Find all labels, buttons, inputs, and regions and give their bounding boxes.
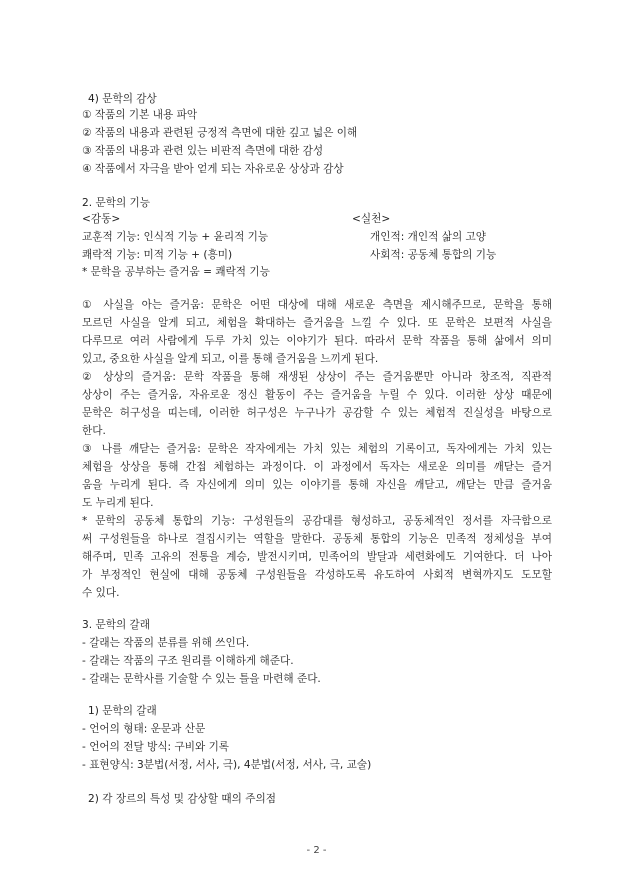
list-item: - 언어의 형태: 운문과 산문 [82, 723, 206, 735]
paragraph-line: 써 구성원들을 하나로 결집시키는 역할을 말한다. 공동체 통합의 기능은 민족적 정체성을 부여 [82, 533, 552, 545]
list-item: ④ 작품에서 자극을 받아 얻게 되는 자유로운 상상과 감상 [82, 163, 344, 175]
function-right-item: 사회적: 공동체 통합의 기능 [370, 249, 497, 261]
paragraph-line: 모르던 사실을 알게 되고, 체험을 확대하는 즐거움을 느낄 수 있다. 또 문학은 보편적 사실을 [82, 317, 552, 329]
page-number: - 2 - [306, 845, 327, 856]
paragraph-line: 있고, 중요한 사실을 알게 되고, 이를 통해 즐거움을 느끼게 된다. [82, 353, 379, 365]
list-item: ② 작품의 내용과 관련된 긍정적 측면에 대한 깊고 넓은 이해 [82, 127, 358, 139]
function-left-item: 교훈적 기능: 인식적 기능 + 윤리적 기능 [82, 231, 269, 243]
paragraph-line: 도 누리게 된다. [82, 497, 154, 509]
function-right-item: 개인적: 개인적 삶의 고양 [370, 231, 487, 243]
paragraph-line: * 문학의 공동체 통합의 기능: 구성원들의 공감대를 형성하고, 공동체적인 정서를 자극함으로 [82, 515, 552, 527]
function-note: * 문학을 공부하는 즐거움 = 쾌락적 기능 [82, 266, 270, 278]
list-item: ① 작품의 기본 내용 파악 [82, 109, 198, 121]
paragraph-line: 체험을 상상을 통해 간접 체험하는 과정이다. 이 과정에서 독자는 새로운 의미를 깨닫는 즐거 [82, 461, 552, 473]
subsection-1-title: 1) 문학의 갈래 [88, 705, 157, 717]
paragraph-line: 한다. [82, 425, 106, 437]
subsection-2-title: 2) 각 장르의 특성 및 감상할 때의 주의점 [88, 793, 276, 805]
paragraph-line: ③ 나를 깨닫는 즐거움: 문학은 작자에게는 가치 있는 체험의 기록이고, 독자에게는 가치 있는 [82, 443, 552, 455]
function-right-header: <실천> [352, 213, 391, 225]
paragraph-line: 문학은 허구성을 띠는데, 이러한 허구성은 누구나가 공감할 수 있는 체험적 진실성을 바탕으로 [82, 407, 552, 419]
section-2-title: 2. 문학의 기능 [82, 197, 151, 209]
list-item: ③ 작품의 내용과 관련 있는 비판적 측면에 대한 감성 [82, 145, 324, 157]
paragraph-line: ② 상상의 즐거움: 문학 작품을 통해 재생된 상상이 주는 즐거움뿐만 아니라 창조적, 직관적 [82, 371, 552, 383]
list-item: - 언어의 전달 방식: 구비와 기록 [82, 741, 230, 753]
section-3-title: 3. 문학의 갈래 [82, 619, 151, 631]
list-item: - 표현양식: 3분법(서정, 서사, 극), 4분법(서정, 서사, 극, 교술) [82, 759, 372, 771]
section-4-title: 4) 문학의 감상 [88, 93, 157, 105]
paragraph-line: 상상이 주는 즐거움, 자유로운 정신 활동이 주는 즐거움을 누릴 수 있다. 이러한 상상 때문에 [82, 389, 552, 401]
list-item: - 갈래는 문학사를 기술할 수 있는 틀을 마련해 준다. [82, 673, 321, 685]
function-left-item: 쾌락적 기능: 미적 기능 + (흥미) [82, 249, 233, 261]
paragraph-line: 해주며, 민족 고유의 전통을 계승, 발전시키며, 민족어의 발달과 세련화에도 기여한다. 더 나아 [82, 551, 552, 563]
list-item: - 갈래는 작품의 분류를 위해 쓰인다. [82, 637, 250, 649]
paragraph-line: 수 있다. [82, 587, 120, 599]
paragraph-line: 가 부정적인 현실에 대해 공동체 구성원들을 각성하도록 유도하여 사회적 변혁까지도 도모할 [82, 569, 552, 581]
paragraph-line: 다루므로 여러 사람에게 두루 가치 있는 이야기가 된다. 따라서 문학 작품을 통해 삶에서 의미 [82, 335, 552, 347]
paragraph-line: 움을 누리게 된다. 즉 자신에게 의미 있는 이야기를 통해 자신을 깨닫고, 깨닫는 만큼 즐거움 [82, 479, 552, 491]
function-left-header: <감동> [82, 213, 121, 225]
paragraph-line: ① 사실을 아는 즐거움: 문학은 어떤 대상에 대해 새로운 측면을 제시해주므로, 문학을 통해 [82, 299, 552, 311]
list-item: - 갈래는 작품의 구조 원리를 이해하게 해준다. [82, 655, 294, 667]
